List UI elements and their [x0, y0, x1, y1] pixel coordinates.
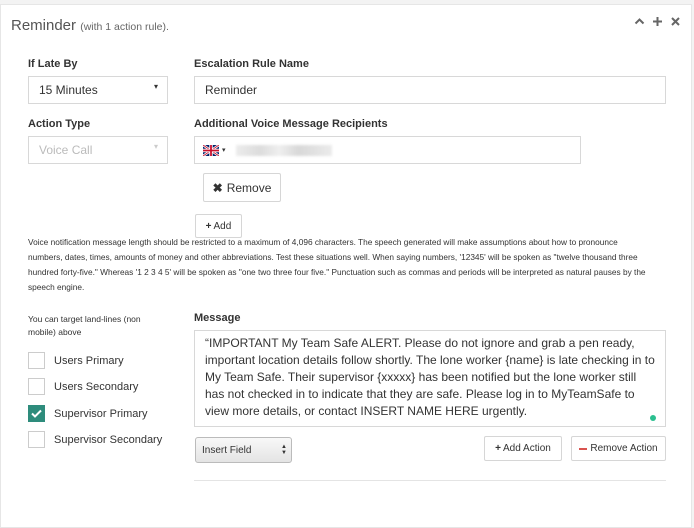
- status-dot-icon: [650, 415, 656, 421]
- target-checkbox-list: [28, 352, 162, 448]
- escalation-rule-name-input[interactable]: [194, 76, 666, 104]
- users-secondary-checkbox[interactable]: [28, 378, 45, 395]
- users-primary-checkbox[interactable]: [28, 352, 45, 369]
- dropdown-caret-icon: ▾: [153, 142, 158, 151]
- if-late-by-value: 15 Minutes: [39, 83, 98, 97]
- additional-recipients-label: Additional Voice Message Recipients: [194, 118, 388, 130]
- plus-icon: +: [495, 443, 502, 454]
- if-late-by-select[interactable]: [28, 76, 168, 104]
- remove-action-button[interactable]: [571, 436, 666, 461]
- plus-icon: +: [205, 220, 212, 232]
- target-option-users-primary[interactable]: [28, 352, 162, 369]
- close-icon[interactable]: [670, 15, 681, 30]
- add-button-label: Add: [213, 220, 232, 232]
- rule-subtitle: (with 1 action rule).: [80, 21, 169, 33]
- plus-icon[interactable]: [652, 15, 663, 30]
- action-type-select[interactable]: [28, 136, 168, 164]
- panel-title: [11, 17, 169, 34]
- chevron-up-icon[interactable]: [634, 15, 645, 30]
- insert-field-select[interactable]: [195, 437, 292, 463]
- checkbox-label: Supervisor Primary: [54, 407, 148, 420]
- supervisor-secondary-checkbox[interactable]: [28, 431, 45, 448]
- dropdown-caret-icon: ▾: [153, 82, 158, 91]
- target-option-supervisor-secondary[interactable]: [28, 431, 162, 448]
- uk-flag-icon: [203, 145, 219, 156]
- redacted-phone-number: [236, 145, 332, 156]
- voice-message-info-text: Voice notification message length should be restricted to a maximum of 4,096 characters. The speech generated will make assumptions about how to pronounce numbers, dates, times, amounts of money and other abbreviations. Test these situations well. When saying numbers, '12345' will be spoken as "twelve thousand three hundred forty-five." Whereas '1 2 3 4 5' will be spoken as "one two three four five." Punctuation such as commas and periods will be interpreted as natural pauses by the speech engine.: [28, 237, 646, 292]
- remove-recipient-button[interactable]: [203, 173, 281, 202]
- target-option-supervisor-primary[interactable]: [28, 405, 162, 422]
- remove-button-label: Remove: [226, 180, 272, 195]
- checkmark-icon: [31, 409, 42, 418]
- escalation-rule-name-label: Escalation Rule Name: [194, 58, 309, 70]
- rule-title: Reminder: [11, 17, 77, 34]
- message-textarea[interactable]: “IMPORTANT My Team Safe ALERT. Please do not ignore and grab a pen ready, important location details follow shortly. The lone worker {name} is late checking in to My Team Safe. Their supervisor {xxxxx} has been notified but the lone worker still has not checked in to indicate that they are safe. Please log in to MyTeamSafe to view more details, or contact INSERT NAME HERE urgently.: [194, 330, 666, 427]
- panel-header-actions: [634, 15, 681, 30]
- checkbox-label: Supervisor Secondary: [54, 433, 163, 446]
- action-type-label: Action Type: [28, 118, 91, 130]
- flag-caret-icon: ▾: [222, 147, 226, 154]
- landline-hint: You can target land-lines (non mobile) above: [28, 314, 141, 337]
- phone-number-input[interactable]: [194, 136, 581, 164]
- select-arrows-icon: ▲ ▼: [281, 444, 287, 456]
- section-divider: [194, 480, 666, 481]
- escalation-rule-panel: [0, 4, 692, 528]
- if-late-by-label: If Late By: [28, 58, 78, 70]
- target-option-users-secondary[interactable]: [28, 378, 162, 395]
- insert-field-value: Insert Field: [202, 444, 252, 456]
- remove-icon: ✖: [212, 180, 223, 195]
- checkbox-label: Users Primary: [54, 354, 124, 367]
- minus-icon: [579, 448, 587, 450]
- add-action-button[interactable]: [484, 436, 562, 461]
- checkbox-label: Users Secondary: [54, 380, 139, 393]
- remove-action-label: Remove Action: [590, 443, 658, 454]
- add-action-label: Add Action: [503, 443, 551, 454]
- action-type-value: Voice Call: [39, 143, 93, 157]
- country-flag-dropdown[interactable]: [203, 145, 226, 156]
- message-label: Message: [194, 312, 241, 324]
- supervisor-primary-checkbox[interactable]: [28, 405, 45, 422]
